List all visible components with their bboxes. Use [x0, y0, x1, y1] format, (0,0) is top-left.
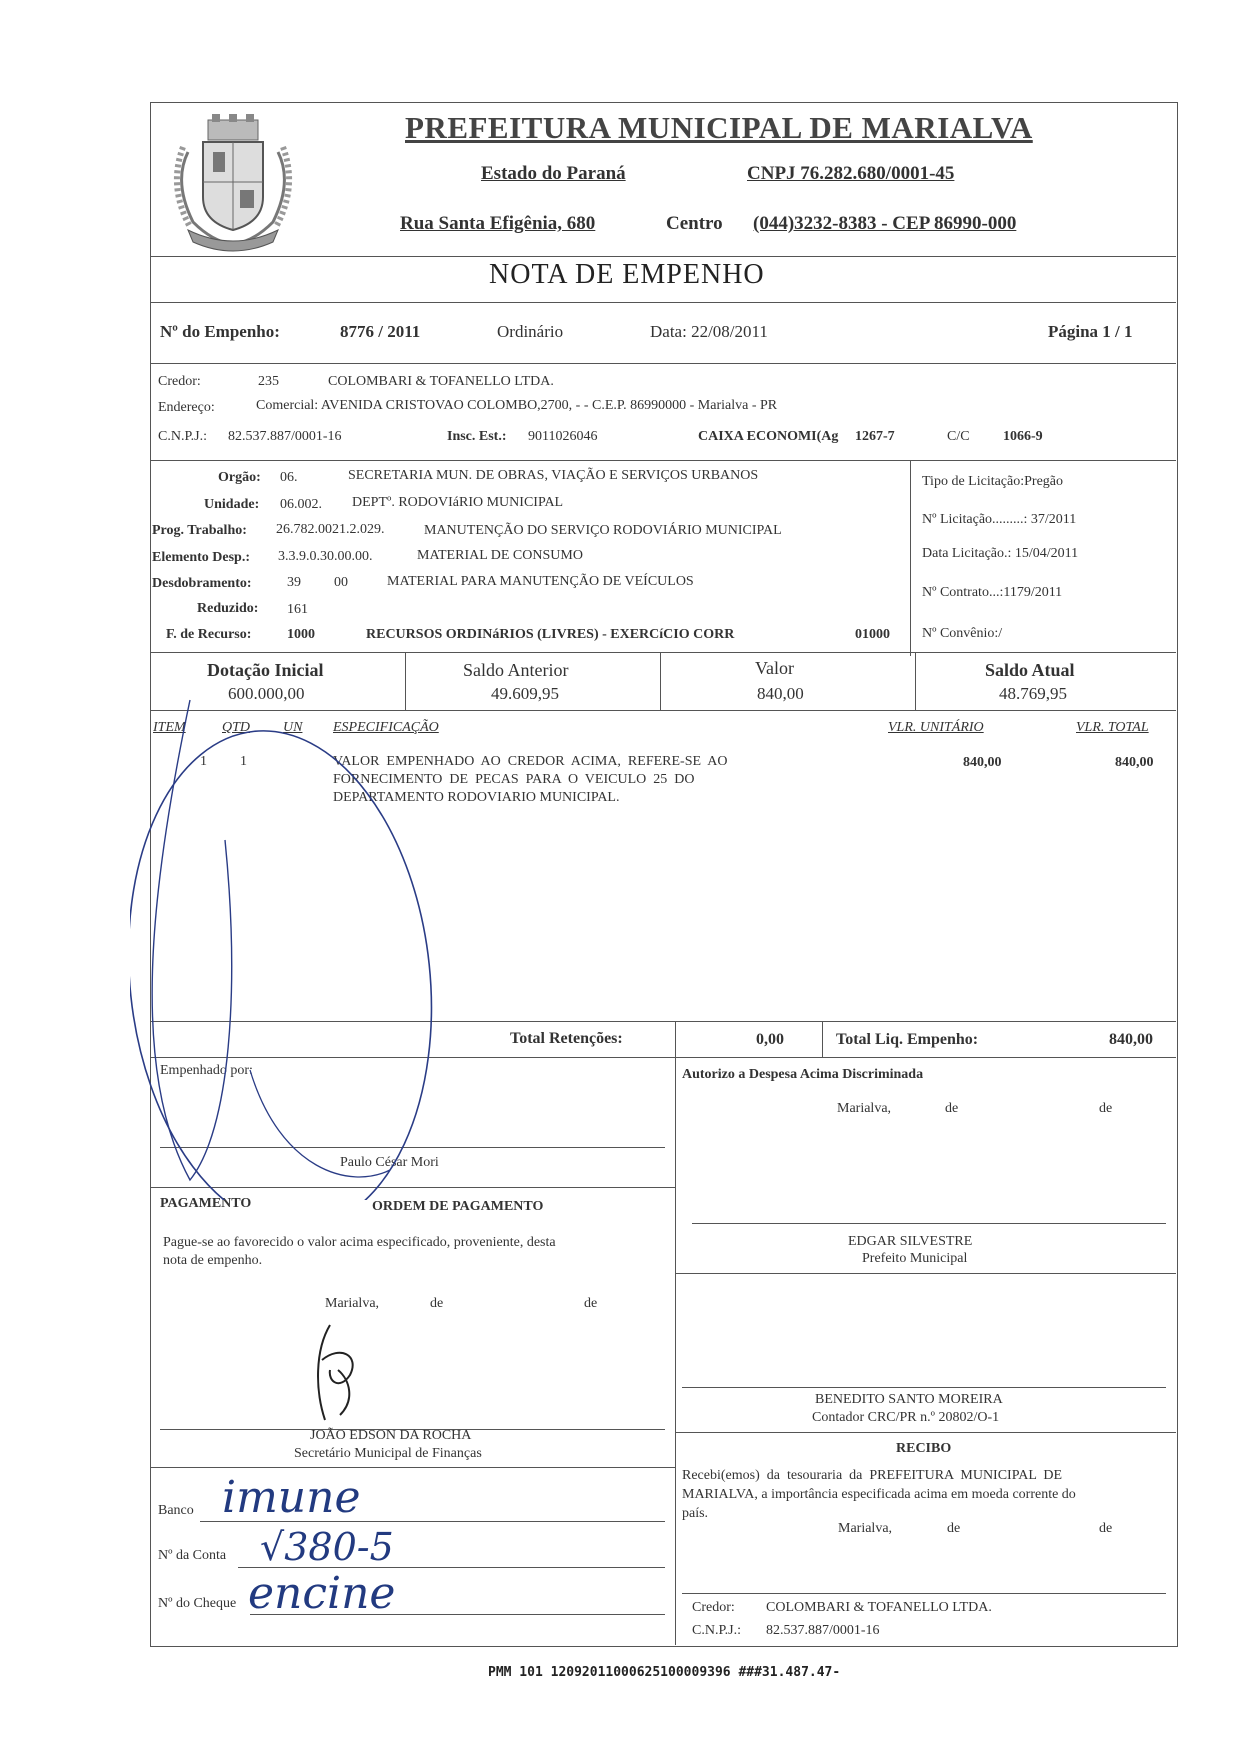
item-number: 1: [200, 754, 207, 769]
recibo-text-line1: Recebi(emos) da tesouraria da PREFEITURA MUNICIPAL DE: [682, 1468, 1063, 1483]
saldo-anterior-header: Saldo Anterior: [463, 660, 569, 680]
page-number: Página 1 / 1: [1048, 322, 1133, 341]
data-licitacao: Data Licitação.: 15/04/2011: [922, 546, 1079, 561]
elemento-label: Elemento Desp.:: [152, 550, 250, 565]
contador-role: Contador CRC/PR n.º 20802/O-1: [812, 1410, 1000, 1425]
pague-text-line2: nota de empenho.: [163, 1253, 263, 1268]
divider: [150, 460, 1176, 461]
desdobramento-code: 39: [287, 575, 301, 590]
total-liquido-label: Total Liq. Empenho:: [836, 1031, 979, 1048]
signature-line: [692, 1223, 1166, 1224]
divider: [675, 1432, 1176, 1433]
prefeito-role: Prefeito Municipal: [862, 1251, 968, 1266]
reduzido-label: Reduzido:: [197, 601, 259, 616]
page-title: PREFEITURA MUNICIPAL DE MARIALVA: [405, 110, 1033, 145]
item-spec-line2: FORNECIMENTO DE PECAS PARA O VEICULO 25 DO: [333, 772, 695, 787]
empenho-label: Nº do Empenho:: [160, 322, 280, 341]
de-3: de: [430, 1296, 444, 1311]
item-qtd: 1: [240, 754, 247, 769]
orgao-desc: SECRETARIA MUN. DE OBRAS, VIAÇÃO E SERVIÇOS URBANOS: [348, 468, 759, 483]
saldo-anterior-value: 49.609,95: [491, 684, 559, 703]
district: Centro: [666, 213, 723, 234]
divider: [675, 1021, 676, 1057]
fonte-label: F. de Recurso:: [166, 627, 252, 642]
street-address: Rua Santa Efigênia, 680: [400, 213, 596, 234]
divider: [675, 1057, 676, 1645]
divider: [910, 460, 911, 656]
credor-name: COLOMBARI & TOFANELLO LTDA.: [328, 374, 554, 389]
empenhado-por-label: Empenhado por:: [160, 1063, 253, 1078]
unidade-label: Unidade:: [204, 497, 260, 512]
credor-label: Credor:: [158, 374, 201, 389]
de-5: de: [947, 1521, 961, 1536]
cc-label: C/C: [947, 429, 970, 444]
total-liquido-value: 840,00: [1109, 1031, 1153, 1048]
credor-code: 235: [258, 374, 279, 389]
recibo-text-line2: MARIALVA, a importância especificada acima em moeda corrente do: [682, 1487, 1076, 1502]
credor-cnpj: 82.537.887/0001-16: [228, 429, 342, 444]
desdobramento-desc: MATERIAL PARA MANUTENÇÃO DE VEÍCULOS: [387, 574, 694, 589]
col-vlr-total: VLR. TOTAL: [1076, 720, 1149, 735]
divider: [150, 1467, 675, 1468]
item-spec-line3: DEPARTAMENTO RODOVIARIO MUNICIPAL.: [333, 790, 620, 805]
numero-contrato: Nº Contrato...:1179/2011: [922, 585, 1063, 600]
prog-code: 26.782.0021.2.029.: [276, 522, 385, 537]
recibo-credor-label: Credor:: [692, 1600, 735, 1615]
banco-handwritten: imune: [222, 1472, 361, 1523]
divider: [915, 652, 916, 710]
total-retencoes-value: 0,00: [756, 1031, 784, 1048]
address-label: Endereço:: [158, 400, 215, 415]
unidade-code: 06.002.: [280, 497, 322, 512]
signature-scribble: [130, 690, 470, 1200]
dotacao-inicial-header: Dotação Inicial: [207, 660, 324, 680]
cc-value: 1066-9: [1003, 429, 1043, 444]
desdobramento-label: Desdobramento:: [152, 576, 252, 591]
divider: [675, 1273, 1176, 1274]
credor-address: Comercial: AVENIDA CRISTOVAO COLOMBO,2700, - - C.E.P. 86990000 - Marialva - PR: [256, 398, 778, 413]
valor-header: Valor: [755, 658, 794, 678]
item-unit-value: 840,00: [963, 755, 1002, 770]
insc-value: 9011026046: [528, 429, 598, 444]
item-total-value: 840,00: [1115, 755, 1154, 770]
divider: [660, 652, 661, 710]
desdobramento-sub: 00: [334, 575, 348, 590]
recibo-cnpj: 82.537.887/0001-16: [766, 1623, 880, 1638]
col-especificacao: ESPECIFICAÇÃO: [333, 720, 439, 735]
col-un: UN: [283, 720, 303, 735]
elemento-code: 3.3.9.0.30.00.00.: [278, 549, 373, 564]
fonte-number: 01000: [855, 627, 890, 642]
empenho-date: Data: 22/08/2011: [650, 322, 768, 341]
secretario-name: JOÃO EDSON DA ROCHA: [310, 1428, 472, 1443]
empenho-type: Ordinário: [497, 322, 564, 341]
de-2: de: [1099, 1101, 1113, 1116]
reduzido-value: 161: [287, 602, 308, 617]
recibo-label: RECIBO: [896, 1441, 952, 1456]
fonte-code: 1000: [287, 627, 315, 642]
divider: [150, 652, 1176, 653]
total-retencoes-label: Total Retenções:: [510, 1030, 623, 1047]
cheque-label: Nº do Cheque: [158, 1596, 237, 1611]
secretario-signature: [300, 1320, 380, 1430]
prog-desc: MANUTENÇÃO DO SERVIÇO RODOVIÁRIO MUNICIPAL: [424, 523, 782, 538]
dotacao-inicial-value: 600.000,00: [228, 684, 305, 703]
place-date-1: Marialva,: [837, 1101, 892, 1116]
col-qtd: QTD: [222, 720, 251, 735]
ordem-pagamento-label: ORDEM DE PAGAMENTO: [372, 1199, 544, 1214]
item-spec-line1: VALOR EMPENHADO AO CREDOR ACIMA, REFERE-SE AO: [333, 754, 728, 769]
saldo-atual-header: Saldo Atual: [985, 660, 1075, 680]
coat-of-arms-icon: [168, 112, 298, 252]
footer-code: PMM 101 12092011000625100009396 ###31.487.47-: [488, 1665, 841, 1680]
signature-line: [682, 1387, 1166, 1388]
conta-handwritten: √380-5: [260, 1525, 394, 1569]
numero-licitacao: Nº Licitação.........: 37/2011: [922, 512, 1077, 527]
orgao-code: 06.: [280, 470, 298, 485]
bank-agency: 1267-7: [855, 429, 895, 444]
divider: [150, 363, 1176, 364]
fonte-desc: RECURSOS ORDINáRIOS (LIVRES) - EXERCíCIO CORR: [366, 627, 735, 642]
col-vlr-unitario: VLR. UNITÁRIO: [888, 720, 984, 735]
state-name: Estado do Paraná: [481, 163, 626, 184]
tipo-licitacao: Tipo de Licitação:Pregão: [922, 474, 1064, 489]
pagamento-label: PAGAMENTO: [160, 1196, 252, 1211]
pague-text-line1: Pague-se ao favorecido o valor acima especificado, proveniente, desta: [163, 1235, 556, 1250]
divider: [150, 256, 1176, 257]
de-1: de: [945, 1101, 959, 1116]
numero-convenio: Nº Convênio:/: [922, 626, 1003, 641]
prefeitura-cnpj: CNPJ 76.282.680/0001-45: [747, 163, 955, 184]
cheque-handwritten: encine: [248, 1568, 396, 1619]
col-item: ITEM: [153, 720, 186, 735]
divider: [150, 302, 1176, 303]
valor-value: 840,00: [757, 684, 804, 703]
recibo-credor-name: COLOMBARI & TOFANELLO LTDA.: [766, 1600, 992, 1615]
empenho-number: 8776 / 2011: [340, 322, 421, 341]
conta-label: Nº da Conta: [158, 1548, 227, 1563]
divider: [822, 1021, 823, 1057]
saldo-atual-value: 48.769,95: [999, 684, 1067, 703]
insc-label: Insc. Est.:: [447, 429, 507, 444]
de-4: de: [584, 1296, 598, 1311]
document-title: NOTA DE EMPENHO: [489, 259, 765, 290]
autorizo-label: Autorizo a Despesa Acima Discriminada: [682, 1067, 924, 1082]
bank-name: CAIXA ECONOMI(Ag: [698, 429, 839, 444]
prefeito-name: EDGAR SILVESTRE: [848, 1234, 973, 1249]
prog-label: Prog. Trabalho:: [152, 523, 247, 538]
de-6: de: [1099, 1521, 1113, 1536]
orgao-label: Orgão:: [218, 470, 261, 485]
elemento-desc: MATERIAL DE CONSUMO: [417, 548, 583, 563]
signature-line: [682, 1593, 1166, 1594]
recibo-cnpj-label: C.N.P.J.:: [692, 1623, 742, 1638]
phone-cep: (044)3232-8383 - CEP 86990-000: [753, 213, 1017, 234]
empenhado-por-name: Paulo César Mori: [340, 1155, 439, 1170]
place-date-2: Marialva,: [325, 1296, 380, 1311]
place-date-3: Marialva,: [838, 1521, 893, 1536]
secretario-role: Secretário Municipal de Finanças: [294, 1446, 482, 1461]
unidade-desc: DEPTº. RODOVIáRIO MUNICIPAL: [352, 495, 564, 510]
contador-name: BENEDITO SANTO MOREIRA: [815, 1392, 1003, 1407]
recibo-text-line3: país.: [682, 1506, 709, 1521]
credor-cnpj-label: C.N.P.J.:: [158, 429, 208, 444]
banco-label: Banco: [158, 1503, 194, 1518]
